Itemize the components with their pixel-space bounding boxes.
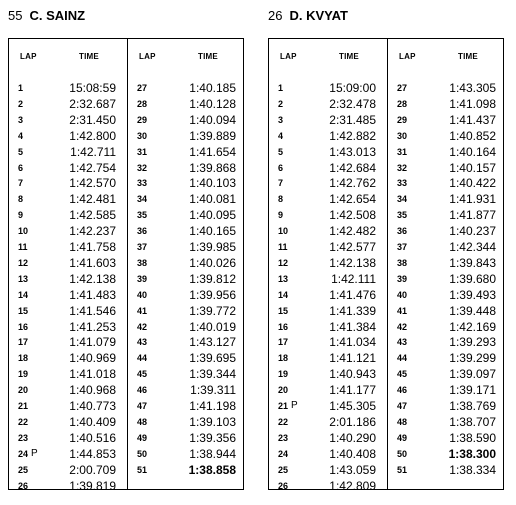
lap-number: 15 (18, 305, 29, 316)
lap-time: 1:41.603 (69, 255, 116, 270)
lap-time: 1:43.013 (329, 144, 376, 159)
lap-number: 16 (278, 321, 289, 332)
lap-time: 1:43.305 (449, 81, 496, 95)
lap-time: 1:42.882 (329, 128, 376, 143)
lap-time: 15:08:59 (69, 81, 116, 95)
lap-time: 1:41.758 (69, 240, 116, 254)
lap-time: 1:39.956 (189, 287, 236, 302)
lap-row (269, 479, 503, 495)
lap-number: 39 (397, 273, 408, 284)
lap-number: 36 (397, 226, 408, 237)
lap-time: 1:41.177 (329, 383, 376, 398)
lap-number: 25 (278, 464, 289, 475)
lap-time: 1:41.546 (69, 303, 116, 318)
lap-number: 36 (137, 226, 148, 237)
lap-row (269, 399, 503, 415)
lap-number: 12 (18, 257, 29, 268)
lap-number: 42 (397, 321, 408, 332)
lap-time: 1:40.128 (189, 96, 236, 111)
lap-time: 1:42.654 (329, 192, 376, 207)
lap-row (269, 272, 503, 288)
lap-number: 49 (397, 432, 408, 443)
lap-time: 1:39.843 (449, 255, 496, 270)
lap-time: 1:40.095 (189, 208, 236, 223)
lap-time: 1:40.422 (449, 176, 496, 191)
lap-time: 15:09:00 (329, 81, 376, 95)
lap-number: 51 (397, 464, 408, 475)
lap-time: 1:42.800 (69, 128, 116, 143)
lap-time: 1:42.577 (329, 240, 376, 254)
lap-time: 1:40.773 (69, 399, 116, 413)
driver-number: 55 (8, 8, 23, 23)
lap-number: 3 (18, 114, 24, 125)
lap-row (269, 81, 503, 97)
fastest-lap-time: 1:38.858 (188, 462, 236, 477)
fastest-lap-time: 1:38.300 (448, 446, 496, 461)
lap-time: 1:40.094 (189, 112, 236, 127)
lap-row (9, 335, 243, 351)
lap-time: 1:40.081 (189, 192, 236, 207)
lap-time: 1:42.570 (69, 176, 116, 191)
lap-row (9, 224, 243, 240)
lap-time: 1:42.481 (69, 192, 116, 207)
lap-number: 47 (137, 401, 148, 411)
lap-number: 46 (137, 385, 148, 396)
lap-number: 3 (278, 114, 284, 125)
lap-number: 50 (397, 448, 408, 459)
lap-time: 1:41.483 (69, 287, 116, 302)
lap-number: 13 (278, 273, 289, 284)
lap-time: 1:40.019 (189, 319, 236, 334)
lap-time: 1:40.290 (329, 430, 376, 445)
lap-time: 1:42.482 (329, 224, 376, 239)
lap-column-header: LAP (20, 52, 37, 61)
lap-time: 2:32.478 (329, 96, 376, 111)
lap-time: 1:41.476 (329, 287, 376, 302)
lap-time: 1:39.868 (189, 160, 236, 175)
lap-number: 4 (278, 130, 284, 141)
driver-number: 26 (268, 8, 283, 23)
lap-number: 50 (137, 448, 148, 459)
lap-number: 21 (278, 401, 289, 411)
lap-number: 19 (278, 369, 289, 380)
lap-number: 1 (278, 83, 284, 93)
lap-number: 41 (397, 305, 408, 316)
lap-time: 1:39.171 (449, 383, 496, 398)
lap-row (269, 320, 503, 336)
lap-number: 17 (18, 337, 29, 348)
lap-row (269, 463, 503, 479)
lap-time: 2:31.450 (69, 112, 116, 127)
lap-number: 34 (397, 194, 408, 205)
lap-time: 1:39.812 (189, 271, 236, 286)
lap-number: 35 (137, 210, 148, 221)
lap-number: 26 (278, 480, 289, 491)
lap-time: 1:41.018 (69, 367, 116, 382)
driver-name: D. KVYAT (289, 8, 348, 23)
lap-time: 1:41.098 (449, 96, 496, 111)
lap-row (269, 351, 503, 367)
lap-row (269, 447, 503, 463)
lap-time: 1:41.339 (329, 303, 376, 318)
lap-time: 2:00.709 (69, 462, 116, 477)
lap-time: 1:40.409 (69, 414, 116, 429)
time-column-header: TIME (79, 52, 99, 61)
lap-time: 1:40.103 (189, 176, 236, 191)
lap-row (269, 288, 503, 304)
lap-time: 1:38.334 (449, 462, 496, 477)
lap-number: 48 (137, 416, 148, 427)
lap-number: 27 (137, 83, 148, 93)
lap-time: 1:40.968 (69, 383, 116, 398)
lap-time: 1:41.079 (69, 335, 116, 350)
lap-row (9, 415, 243, 431)
lap-time: 1:41.654 (189, 144, 236, 159)
lap-time: 1:41.198 (189, 399, 236, 413)
lap-number: 33 (137, 178, 148, 189)
lap-times-table (268, 38, 504, 493)
driver-header (8, 8, 85, 23)
lap-number: 23 (18, 432, 29, 443)
lap-number: 15 (278, 305, 289, 316)
lap-number: 2 (18, 98, 24, 109)
lap-time: 1:40.943 (329, 367, 376, 382)
driver-header (268, 8, 348, 23)
lap-number: 7 (278, 178, 284, 189)
lap-row (269, 113, 503, 129)
lap-times-table (8, 38, 244, 493)
lap-time: 1:41.931 (449, 192, 496, 207)
lap-number: 38 (397, 257, 408, 268)
lap-row (9, 320, 243, 336)
lap-row (9, 351, 243, 367)
lap-column-header: LAP (139, 52, 156, 61)
lap-number: 8 (278, 194, 284, 205)
lap-number: 31 (397, 146, 408, 157)
lap-number: 9 (278, 210, 284, 221)
lap-time: 2:31.485 (329, 112, 376, 127)
lap-number: 10 (278, 226, 289, 237)
lap-number: 38 (137, 257, 148, 268)
lap-time: 1:39.493 (449, 287, 496, 302)
lap-time: 1:42.585 (69, 208, 116, 223)
lap-time: 1:39.772 (189, 303, 236, 318)
lap-number: 46 (397, 385, 408, 396)
lap-row (269, 129, 503, 145)
lap-number: 6 (18, 162, 24, 173)
lap-row (9, 288, 243, 304)
lap-column-header: LAP (399, 52, 416, 61)
lap-time: 1:41.384 (329, 319, 376, 334)
lap-number: 21 (18, 401, 29, 411)
lap-time: 1:39.103 (189, 414, 236, 429)
lap-number: 5 (278, 146, 284, 157)
lap-time: 1:41.253 (69, 319, 116, 334)
lap-time: 1:42.344 (449, 240, 496, 254)
lap-time: 1:42.754 (69, 160, 116, 175)
time-column-header: TIME (339, 52, 359, 61)
lap-number: 30 (137, 130, 148, 141)
lap-time: 1:38.769 (449, 399, 496, 413)
lap-number: 43 (137, 337, 148, 348)
lap-number: 13 (18, 273, 29, 284)
lap-time: 1:38.590 (449, 430, 496, 445)
lap-number: 24 (18, 448, 29, 459)
lap-number: 6 (278, 162, 284, 173)
lap-row (9, 97, 243, 113)
lap-time: 1:39.097 (449, 367, 496, 382)
lap-number: 47 (397, 401, 408, 411)
lap-row (9, 192, 243, 208)
lap-time: 1:42.138 (329, 255, 376, 270)
lap-number: 4 (18, 130, 24, 141)
lap-time: 1:40.516 (69, 430, 116, 445)
lap-time: 1:41.437 (449, 112, 496, 127)
lap-row (9, 447, 243, 463)
lap-number: 39 (137, 273, 148, 284)
lap-row (9, 399, 243, 415)
lap-time: 1:39.680 (449, 271, 496, 286)
lap-number: 34 (137, 194, 148, 205)
lap-number: 32 (397, 162, 408, 173)
lap-number: 16 (18, 321, 29, 332)
lap-time: 1:40.164 (449, 144, 496, 159)
lap-number: 40 (137, 289, 148, 300)
lap-row (269, 224, 503, 240)
lap-row (269, 431, 503, 447)
lap-number: 17 (278, 337, 289, 348)
lap-number: 37 (137, 242, 148, 252)
pit-stop-marker: P (291, 400, 298, 411)
lap-row (269, 161, 503, 177)
lap-time: 1:42.237 (69, 224, 116, 239)
lap-number: 45 (137, 369, 148, 380)
lap-row (269, 145, 503, 161)
lap-time: 1:44.853 (69, 446, 116, 461)
lap-time: 1:40.237 (449, 224, 496, 239)
lap-number: 20 (18, 385, 29, 396)
lap-number: 33 (397, 178, 408, 189)
lap-time: 1:39.299 (449, 351, 496, 366)
lap-row (9, 479, 243, 495)
lap-number: 28 (137, 98, 148, 109)
lap-row (269, 256, 503, 272)
lap-time: 1:42.809 (329, 478, 376, 493)
lap-time: 1:39.819 (69, 478, 116, 493)
lap-number: 12 (278, 257, 289, 268)
lap-time: 1:39.889 (189, 128, 236, 143)
lap-number: 10 (18, 226, 29, 237)
lap-number: 2 (278, 98, 284, 109)
lap-time: 1:42.711 (70, 144, 116, 159)
lap-time: 2:01.186 (329, 414, 376, 429)
lap-row (269, 208, 503, 224)
lap-number: 22 (18, 416, 29, 427)
lap-time: 1:40.408 (329, 446, 376, 461)
lap-number: 29 (137, 114, 148, 125)
lap-time: 1:42.508 (329, 208, 376, 223)
lap-number: 14 (18, 289, 29, 300)
lap-number: 45 (397, 369, 408, 380)
lap-row (9, 240, 243, 256)
lap-row (9, 256, 243, 272)
lap-number: 20 (278, 385, 289, 396)
lap-row (9, 81, 243, 97)
lap-number: 30 (397, 130, 408, 141)
lap-time: 1:39.344 (189, 367, 236, 382)
lap-row (269, 415, 503, 431)
driver-name: C. SAINZ (29, 8, 86, 23)
lap-number: 26 (18, 480, 29, 491)
lap-number: 5 (18, 146, 24, 157)
lap-time: 1:39.695 (189, 351, 236, 366)
lap-number: 49 (137, 432, 148, 443)
lap-number: 29 (397, 114, 408, 125)
lap-time: 1:40.185 (189, 81, 236, 95)
lap-row (269, 335, 503, 351)
lap-number: 8 (18, 194, 24, 205)
lap-time: 1:39.356 (189, 430, 236, 445)
lap-row (269, 192, 503, 208)
lap-number: 48 (397, 416, 408, 427)
lap-row (9, 272, 243, 288)
lap-time: 1:42.111 (331, 271, 376, 286)
lap-column-header: LAP (280, 52, 297, 61)
lap-time: 1:40.852 (449, 128, 496, 143)
lap-number: 22 (278, 416, 289, 427)
lap-time: 1:41.121 (329, 351, 376, 366)
lap-time: 1:39.448 (449, 303, 496, 318)
lap-time: 1:41.034 (329, 335, 376, 350)
lap-number: 40 (397, 289, 408, 300)
lap-time: 1:40.026 (189, 255, 236, 270)
lap-row (9, 383, 243, 399)
lap-number: 19 (18, 369, 29, 380)
lap-number: 14 (278, 289, 289, 300)
lap-time: 1:39.311 (190, 383, 236, 398)
lap-time: 1:42.762 (329, 176, 376, 191)
lap-number: 43 (397, 337, 408, 348)
lap-time: 1:43.059 (329, 462, 376, 477)
lap-row (9, 304, 243, 320)
lap-time: 1:42.138 (69, 271, 116, 286)
lap-time: 1:40.969 (69, 351, 116, 366)
lap-number: 44 (397, 353, 408, 364)
time-column-header: TIME (198, 52, 218, 61)
lap-time: 1:38.944 (189, 446, 236, 461)
lap-time: 2:32.687 (69, 96, 116, 111)
lap-row (9, 145, 243, 161)
lap-row (9, 176, 243, 192)
lap-number: 7 (18, 178, 24, 189)
lap-number: 44 (137, 353, 148, 364)
lap-number: 51 (137, 464, 148, 475)
lap-number: 24 (278, 448, 289, 459)
lap-number: 32 (137, 162, 148, 173)
lap-time: 1:42.169 (449, 319, 496, 334)
lap-time: 1:43.127 (189, 335, 236, 350)
lap-time: 1:38.707 (449, 414, 496, 429)
lap-row (9, 367, 243, 383)
lap-time: 1:42.684 (329, 160, 376, 175)
lap-row (269, 240, 503, 256)
lap-number: 25 (18, 464, 29, 475)
lap-row (269, 176, 503, 192)
lap-row (9, 161, 243, 177)
lap-number: 31 (137, 146, 148, 157)
lap-row (9, 113, 243, 129)
lap-row (9, 129, 243, 145)
lap-row (269, 383, 503, 399)
lap-row (269, 367, 503, 383)
pit-stop-marker: P (31, 447, 38, 459)
lap-number: 11 (278, 242, 288, 252)
lap-number: 35 (397, 210, 408, 221)
lap-number: 9 (18, 210, 24, 221)
lap-row (269, 97, 503, 113)
lap-time: 1:45.305 (329, 399, 376, 413)
lap-number: 1 (18, 83, 24, 93)
lap-number: 11 (18, 242, 28, 252)
lap-row (9, 463, 243, 479)
lap-number: 42 (137, 321, 148, 332)
lap-number: 18 (18, 353, 29, 364)
lap-number: 18 (278, 353, 289, 364)
lap-time: 1:39.985 (189, 240, 236, 254)
lap-time: 1:40.165 (189, 224, 236, 239)
lap-number: 23 (278, 432, 289, 443)
lap-number: 41 (137, 305, 148, 316)
lap-row (9, 208, 243, 224)
lap-time: 1:41.877 (449, 208, 496, 223)
lap-row (269, 304, 503, 320)
lap-row (9, 431, 243, 447)
lap-number: 37 (397, 242, 408, 252)
time-column-header: TIME (458, 52, 478, 61)
lap-time: 1:39.293 (449, 335, 496, 350)
lap-time: 1:40.157 (449, 160, 496, 175)
lap-number: 28 (397, 98, 408, 109)
lap-number: 27 (397, 83, 408, 93)
